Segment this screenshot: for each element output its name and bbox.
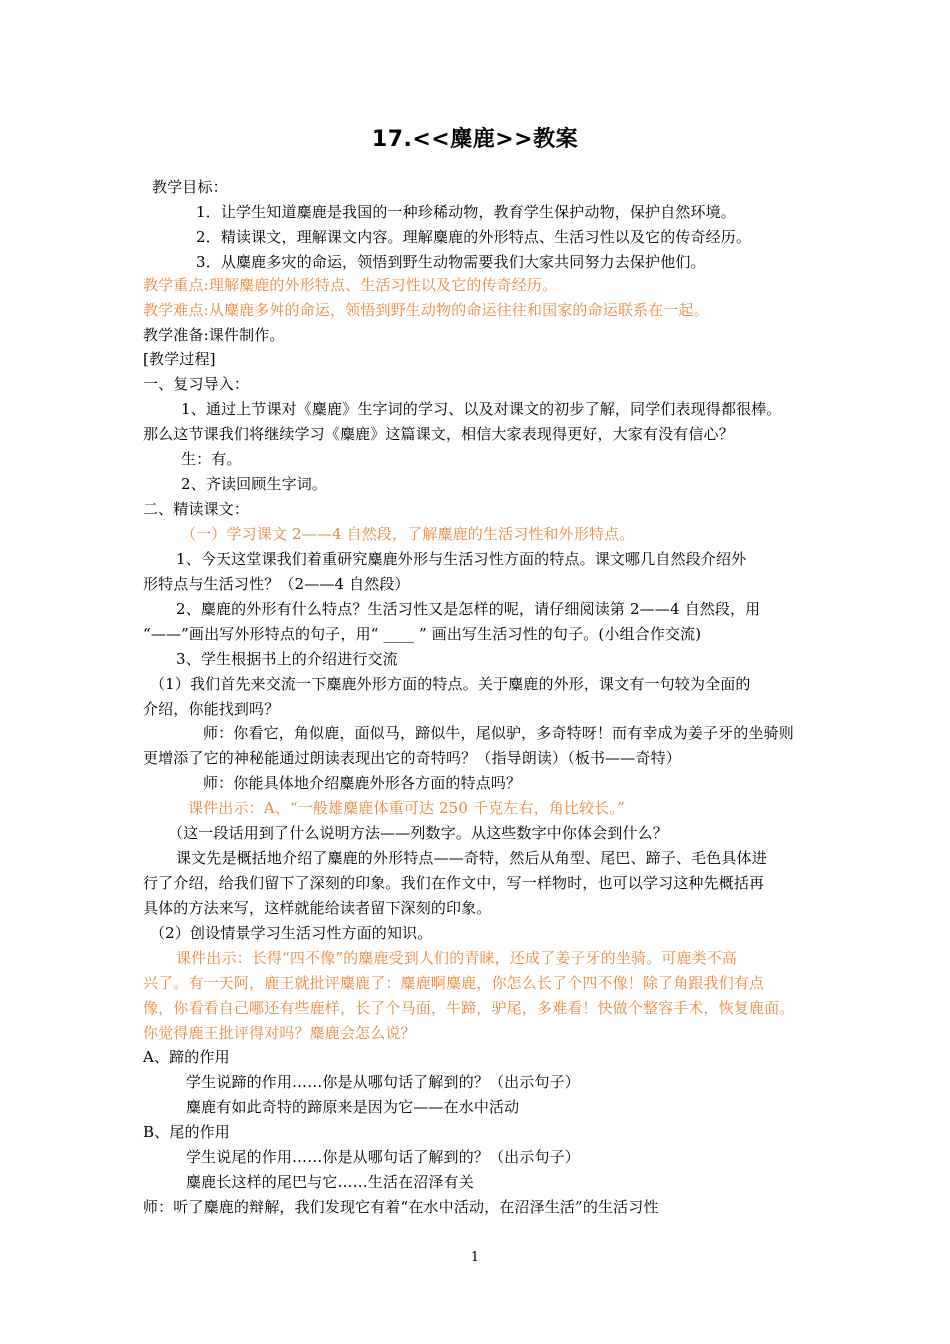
key-point: 教学重点:理解麋鹿的外形特点、生活习性以及它的传奇经历。 <box>143 276 558 294</box>
objectives-heading: 教学目标： <box>152 178 228 196</box>
teacher-line: 师：你能具体地介绍麋鹿外形各方面的特点吗？ <box>203 774 522 792</box>
paragraph-line: （2）创设情景学习生活习性方面的知识。 <box>150 924 433 942</box>
objective-item: 2．精读课文，理解课文内容。理解麋鹿的外形特点、生活习性以及它的传奇经历。 <box>196 228 752 246</box>
objective-item: 1．让学生知道麋鹿是我国的一种珍稀动物，教育学生保护动物，保护自然环境。 <box>196 203 736 221</box>
paragraph-line: 学生说尾的作用……你是从哪句话了解到的？（出示句子） <box>186 1148 580 1166</box>
paragraph-line: 介绍，你能找到吗？ <box>143 700 280 718</box>
paragraph-line: 麋鹿有如此奇特的蹄原来是因为它——在水中活动 <box>186 1098 520 1116</box>
page-title: 17.<<麋鹿>>教案 <box>371 127 579 152</box>
section-heading: 二、精读课文： <box>143 500 250 518</box>
paragraph-line: 1、今天这堂课我们着重研究麋鹿外形与生活习性方面的特点。课文哪几自然段介绍外 <box>176 550 747 568</box>
paragraph-line: 更增添了它的神秘能通过朗读表现出它的奇特吗？（指导朗读）（板书——奇特） <box>143 749 681 767</box>
paragraph-line: “——”画出写外形特点的句子，用“ ____ ” 画出写生活习性的句子。(小组合作交流) <box>143 625 702 643</box>
page-number: 1 <box>470 1250 480 1265</box>
student-answer: 生：有。 <box>181 450 242 468</box>
process-heading: [教学过程] <box>143 350 216 368</box>
objective-item: 3．从麋鹿多灾的命运，领悟到野生动物需要我们大家共同努力去保护他们。 <box>196 253 706 271</box>
paragraph-line: 课文先是概括地介绍了麋鹿的外形特点——奇特，然后从角型、尾巴、蹄子、毛色具体进 <box>176 849 767 867</box>
paragraph-line: 学生说蹄的作用……你是从哪句话了解到的？（出示句子） <box>186 1073 580 1091</box>
subsection-heading: （一）学习课文 2——4 自然段，了解麋鹿的生活习性和外形特点。 <box>181 525 635 543</box>
difficulty: 教学难点:从麋鹿多舛的命运，领悟到野生动物的命运往往和国家的命运联系在一起。 <box>143 301 709 319</box>
paragraph-line: 3、学生根据书上的介绍进行交流 <box>176 650 398 668</box>
teacher-line: 师：你看它，角似鹿，面似马，蹄似牛，尾似驴，多奇特呀！而有幸成为姜子牙的坐骑则 <box>203 724 794 742</box>
paragraph-line: 师：听了麋鹿的辩解，我们发现它有着“在水中活动，在沼泽生活”的生活习性 <box>143 1198 659 1216</box>
subsection-heading: A、蹄的作用 <box>143 1048 230 1066</box>
paragraph-line: 那么这节课我们将继续学习《麋鹿》这篇课文，相信大家表现得更好，大家有没有信心？ <box>143 425 734 443</box>
paragraph-line: 行了介绍，给我们留下了深刻的印象。我们在作文中，写一样物时，也可以学习这种先概括再 <box>143 874 765 892</box>
paragraph-line: （1）我们首先来交流一下麋鹿外形方面的特点。关于麋鹿的外形，课文有一句较为全面的 <box>150 675 751 693</box>
paragraph-line: 1、通过上节课对《麋鹿》生字词的学习、以及对课文的初步了解，同学们表现得都很棒。 <box>181 400 782 418</box>
slide-text: 课件出示：A、“一般雄麋鹿体重可达 250 千克左右，角比较长。” <box>188 799 625 817</box>
paragraph-line: 具体的方法来写，这样就能给读者留下深刻的印象。 <box>143 899 492 917</box>
paragraph-line: 2、齐读回顾生字词。 <box>181 475 328 493</box>
paragraph-line: （这一段话用到了什么说明方法——列数字。从这些数字中你体会到什么？ <box>168 824 668 842</box>
slide-text: 兴了。有一天阿，鹿王就批评麋鹿了：麋鹿啊麋鹿，你怎么长了个四不像！除了角跟我们有点 <box>143 974 765 992</box>
section-heading: 一、复习导入： <box>143 375 250 393</box>
paragraph-line: 形特点与生活习性？（2——4 自然段） <box>143 575 410 593</box>
subsection-heading: B、尾的作用 <box>143 1123 230 1141</box>
slide-text: 像，你看看自己哪还有些鹿样，长了个马面，牛蹄，驴尾，多难看！快做个整容手术，恢复鹿面。 <box>143 999 795 1017</box>
slide-text: 课件出示：长得“四不像”的麋鹿受到人们的青睐，还成了姜子牙的坐骑。可鹿类不高 <box>176 949 738 967</box>
preparation: 教学准备:课件制作。 <box>143 326 285 344</box>
paragraph-line: 麋鹿长这样的尾巴与它……生活在沼泽有关 <box>186 1173 474 1191</box>
paragraph-line: 2、麋鹿的外形有什么特点？生活习性又是怎样的呢，请仔细阅读第 2——4 自然段，用 <box>176 600 761 618</box>
slide-text: 你觉得鹿王批评得对吗？麋鹿会怎么说？ <box>143 1024 416 1042</box>
